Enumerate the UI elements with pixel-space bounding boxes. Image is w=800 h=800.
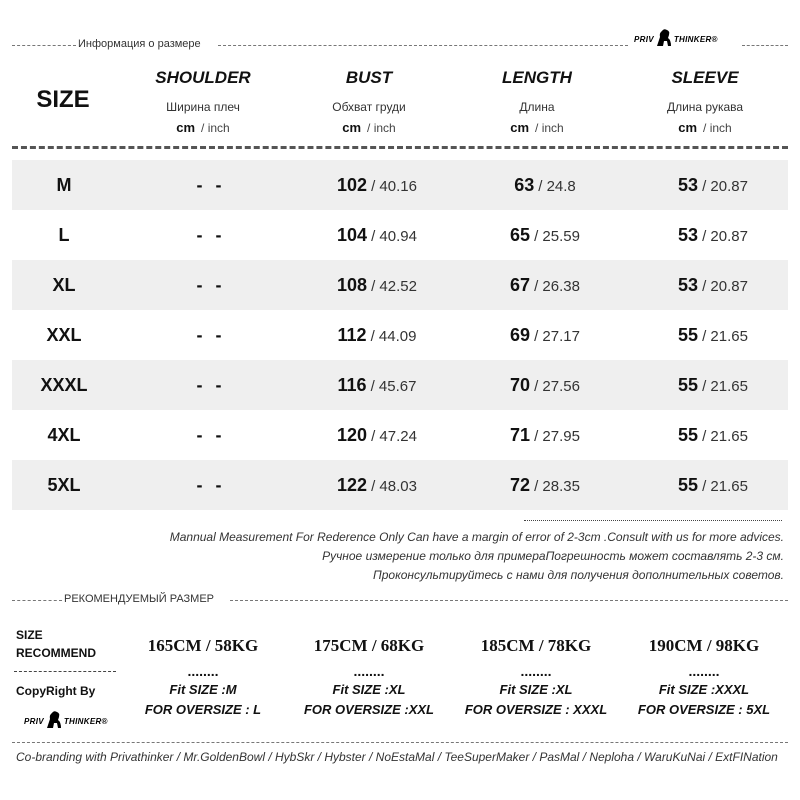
column-unit (630, 120, 780, 135)
length-cm: 67 (510, 275, 531, 295)
fit-size: Fit SIZE :XL (499, 682, 573, 697)
shoulder-cell: - - (196, 425, 226, 445)
sleeve-inch: / 21.65 (702, 378, 748, 395)
unit-cm: cm (678, 120, 698, 135)
bust-inch: / 42.52 (371, 278, 417, 295)
note-english: Mannual Measurement For Rederence Only Can have a margin of error of 2-3cm .Consult with us for more advices. (169, 530, 784, 544)
length-cm: 69 (510, 325, 531, 345)
dots-separator: ........ (187, 663, 219, 679)
length-cell (470, 160, 620, 210)
bust-cell (302, 160, 452, 210)
oversize: FOR OVERSIZE : L (144, 702, 262, 717)
sleeve-cell (638, 310, 788, 360)
recommend-header (12, 592, 788, 610)
height-weight: 175CM / 68KG (313, 636, 425, 655)
monkey-logo-icon (45, 709, 63, 734)
bust-cell (302, 410, 452, 460)
header-divider (218, 45, 628, 46)
oversize: FOR OVERSIZE : XXXL (464, 702, 608, 717)
brand-logo-left: PRIV (634, 34, 654, 44)
fit-size: Fit SIZE :XL (332, 682, 406, 697)
length-inch: / 27.95 (534, 428, 580, 445)
fit-size: Fit SIZE :M (169, 682, 237, 697)
length-inch: / 28.35 (534, 478, 580, 495)
height-weight: 165CM / 58KG (147, 636, 259, 655)
recommend-item (619, 634, 789, 720)
dots-separator: ........ (688, 663, 720, 679)
length-cell (470, 460, 620, 510)
column-subtitle: Длина (519, 100, 555, 114)
shoulder-cell: - - (196, 175, 226, 195)
sleeve-column-header (630, 68, 780, 135)
length-inch: / 27.56 (534, 378, 580, 395)
column-unit (294, 120, 444, 135)
length-inch: / 26.38 (534, 278, 580, 295)
length-cell (470, 260, 620, 310)
length-cm: 72 (510, 475, 531, 495)
table-header-divider (12, 146, 788, 149)
sleeve-inch: / 20.87 (702, 178, 748, 195)
unit-inch: / inch (201, 121, 230, 135)
size-cell: XXXL (40, 375, 88, 395)
shoulder-column-header (128, 68, 278, 135)
dots-separator: ........ (520, 663, 552, 679)
side-label-line: RECOMMEND (16, 646, 96, 660)
bust-cell (302, 260, 452, 310)
column-unit (128, 120, 278, 135)
shoulder-cell: - - (196, 325, 226, 345)
length-cm: 65 (510, 225, 531, 245)
shoulder-cell: - - (196, 475, 226, 495)
recommend-item (118, 634, 288, 720)
note-russian-1: Ручное измерение только для примераПогрешность может составлять 2-3 см. (322, 549, 784, 563)
bust-cell (302, 210, 452, 260)
bust-cell (302, 310, 452, 360)
size-cell: M (56, 175, 72, 195)
table-row (12, 360, 788, 410)
measurement-notes (170, 528, 784, 585)
sleeve-cell (638, 160, 788, 210)
shoulder-cell: - - (196, 275, 226, 295)
length-inch: / 24.8 (538, 178, 576, 195)
unit-cm: cm (342, 120, 362, 135)
bust-inch: / 48.03 (371, 478, 417, 495)
sleeve-inch: / 20.87 (702, 228, 748, 245)
bust-cm: 116 (337, 375, 367, 395)
brand-logo-right: THINKER (63, 716, 102, 726)
bust-cm: 112 (337, 325, 367, 345)
registered-mark: ® (711, 34, 718, 44)
length-cell (470, 210, 620, 260)
bust-inch: / 47.24 (371, 428, 417, 445)
brand-logo (24, 710, 108, 732)
length-inch: / 27.17 (534, 328, 580, 345)
brand-logo (634, 28, 718, 50)
height-weight: 185CM / 78KG (480, 636, 592, 655)
unit-cm: cm (176, 120, 196, 135)
column-subtitle: Длина рукава (666, 100, 744, 114)
bust-column-header (294, 68, 444, 135)
recommend-title: РЕКОМЕНДУЕМЫЙ РАЗМЕР (64, 593, 215, 605)
unit-inch: / inch (703, 121, 732, 135)
side-label-line: SIZE (16, 628, 43, 642)
note-russian-2: Проконсультируйтесь с нами для получения дополнительных советов. (373, 568, 784, 582)
sleeve-inch: / 21.65 (702, 428, 748, 445)
length-cell (470, 360, 620, 410)
size-table (12, 160, 788, 510)
column-unit (462, 120, 612, 135)
bust-cm: 108 (337, 275, 368, 295)
recommend-item (284, 634, 454, 720)
bust-cm: 122 (337, 475, 368, 495)
column-subtitle: Ширина плеч (166, 100, 240, 114)
size-cell: XXL (46, 325, 82, 345)
length-cm: 63 (514, 175, 535, 195)
length-inch: / 25.59 (534, 228, 580, 245)
size-recommend-label (16, 626, 96, 662)
recommend-divider (12, 600, 62, 601)
brand-logo-right: THINKER (673, 34, 712, 44)
shoulder-cell: - - (196, 225, 226, 245)
size-cell: XL (52, 275, 76, 295)
unit-inch: / inch (367, 121, 396, 135)
table-row (12, 210, 788, 260)
length-cm: 70 (510, 375, 531, 395)
shoulder-cell: - - (196, 375, 226, 395)
header-divider (742, 45, 788, 46)
sleeve-cm: 55 (678, 475, 699, 495)
table-row (12, 410, 788, 460)
fit-size: Fit SIZE :XXXL (658, 682, 750, 697)
side-divider (14, 671, 116, 672)
recommend-item (451, 634, 621, 720)
cobranding-text: Co-branding with Privathinker / Mr.GoldenBowl / HybSkr / Hybster / NoEstaMal / TeeSuperMaker / PasMal / Neploha / WaruKuNai / ExtFINation (16, 750, 778, 764)
bust-inch: / 45.67 (370, 378, 417, 395)
size-cell: 5XL (47, 475, 81, 495)
bust-cm: 104 (337, 225, 368, 245)
size-cell: L (58, 225, 70, 245)
size-column-header: SIZE (36, 86, 90, 113)
sleeve-inch: / 20.87 (702, 278, 748, 295)
sleeve-cell (638, 410, 788, 460)
sleeve-cell (638, 360, 788, 410)
length-cell (470, 410, 620, 460)
length-cell (470, 310, 620, 360)
sleeve-cm: 55 (678, 375, 699, 395)
table-row (12, 310, 788, 360)
footer-divider (12, 742, 788, 743)
recommend-divider (230, 600, 788, 601)
sleeve-cell (638, 260, 788, 310)
bust-cell (302, 360, 452, 410)
table-row (12, 160, 788, 210)
column-title: LENGTH (502, 68, 572, 87)
column-title: BUST (345, 68, 393, 87)
unit-cm: cm (510, 120, 530, 135)
sleeve-cell (638, 460, 788, 510)
height-weight: 190CM / 98KG (648, 636, 760, 655)
sleeve-cm: 55 (678, 325, 699, 345)
sleeve-inch: / 21.65 (702, 328, 748, 345)
bust-inch: / 40.16 (371, 178, 417, 195)
registered-mark: ® (101, 716, 108, 726)
copyright-label: CopyRight By (16, 684, 96, 698)
notes-divider (524, 520, 782, 521)
size-info-title: Информация о размере (78, 38, 201, 50)
brand-logo-left: PRIV (24, 716, 44, 726)
sleeve-cm: 53 (678, 225, 699, 245)
size-cell: 4XL (47, 425, 81, 445)
table-row (12, 260, 788, 310)
column-title: SLEEVE (671, 68, 739, 87)
sleeve-cm: 53 (678, 175, 699, 195)
oversize: FOR OVERSIZE :XXL (303, 702, 434, 717)
column-subtitle: Обхват груди (332, 100, 406, 114)
bust-inch: / 44.09 (370, 328, 417, 345)
length-cm: 71 (510, 425, 531, 445)
oversize: FOR OVERSIZE : 5XL (637, 702, 771, 717)
sleeve-cm: 53 (678, 275, 699, 295)
bust-inch: / 40.94 (371, 228, 417, 245)
sleeve-inch: / 21.65 (702, 478, 748, 495)
column-title: SHOULDER (155, 68, 251, 87)
table-row (12, 460, 788, 510)
bust-cm: 120 (337, 425, 368, 445)
bust-cell (302, 460, 452, 510)
bust-cm: 102 (337, 175, 368, 195)
header-divider (12, 45, 76, 46)
monkey-logo-icon (655, 27, 673, 52)
unit-inch: / inch (535, 121, 564, 135)
length-column-header (462, 68, 612, 135)
dots-separator: ........ (353, 663, 385, 679)
sleeve-cm: 55 (678, 425, 699, 445)
sleeve-cell (638, 210, 788, 260)
